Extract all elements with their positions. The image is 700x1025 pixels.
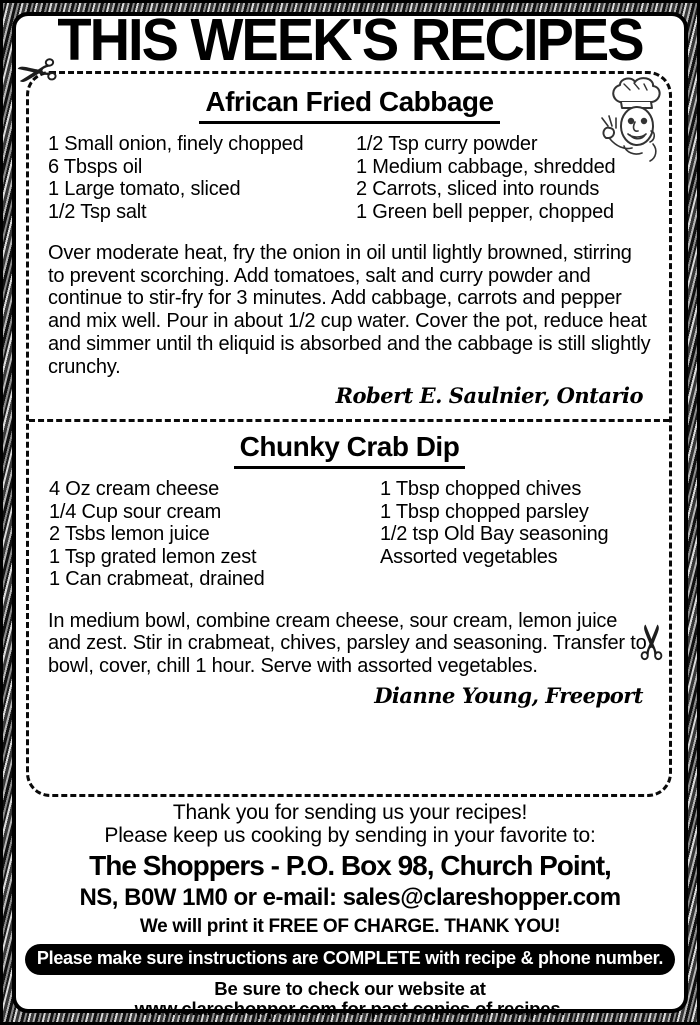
recipe-title-chunky-crab-dip <box>48 431 651 463</box>
ingredients-section <box>48 478 651 591</box>
recipe-attribution: Robert E. Saulnier, Ontario <box>335 383 643 409</box>
footer-website-line2: www.clareshopper.com for past copies of recipes. <box>134 998 566 1019</box>
recipe-title-text: Chunky Crab Dip <box>234 431 466 469</box>
ingredient-item: Assorted vegetables <box>380 545 558 568</box>
ingredient-item: 1 Tsp grated lemon zest <box>49 545 257 568</box>
ingredient-item: 1 Can crabmeat, drained <box>49 568 265 591</box>
ingredient-item: 1 Large tomato, sliced <box>48 178 241 200</box>
footer-notice-pill: Please make sure instructions are COMPLETE with recipe & phone number. <box>25 944 675 975</box>
ingredient-item: 1/4 Cup sour cream <box>49 500 222 523</box>
ingredient-item: 2 Tsbs lemon juice <box>49 523 210 546</box>
section-divider-dashed <box>29 419 669 422</box>
recipe-title-text: African Fried Cabbage <box>199 86 499 124</box>
chef-icon <box>596 76 668 166</box>
ingredient-item: 1 Tbsp chopped parsley <box>380 500 589 523</box>
footer-address-line2: NS, B0W 1M0 or e-mail: sales@clareshopper.com <box>79 884 621 911</box>
ingredient-item: 1/2 Tsp salt <box>48 200 147 223</box>
ingredient-item: 6 Tbsps oil <box>48 155 143 178</box>
recipe-title-african-fried-cabbage <box>48 86 651 118</box>
recipe-instructions: Over moderate heat, fry the onion in oil until lightly browned, stirring to prevent scorching. Add tomatoes, salt and curry powder and continue to stir-fry for 3 minutes. Add cabbage, carrots and pepper and mix well. Pour in about 1/2 cup water. Cover the pot, reduce heat and simmer until th eliquid is absorbed and the cabbage is still slightly crunchy. <box>48 242 651 378</box>
ingredient-item: 1 Tbsp chopped chives <box>380 478 582 501</box>
recipe-attribution: Dianne Young, Freeport <box>374 682 643 708</box>
ingredient-item: 1 Medium cabbage, shredded <box>356 155 616 178</box>
ingredients-column-right <box>380 478 651 591</box>
footer-thanks-line: Thank you for sending us your recipes! <box>172 801 528 824</box>
ingredients-column-left <box>48 133 356 223</box>
ingredient-item: 1 Small onion, finely chopped <box>48 133 304 155</box>
scissors-icon: ✂ <box>11 40 63 106</box>
footer-website-line1: Be sure to check our website at <box>214 978 486 999</box>
ingredient-item: 2 Carrots, sliced into rounds <box>356 178 600 200</box>
footer <box>16 801 684 1019</box>
footer-print-line: We will print it FREE OF CHARGE. THANK YOU! <box>139 916 561 937</box>
ingredients-column-left <box>49 478 380 591</box>
scissors-icon: ✂ <box>625 621 682 663</box>
ingredient-item: 1/2 tsp Old Bay seasoning <box>380 523 609 546</box>
recipe-instructions: In medium bowl, combine cream cheese, sour cream, lemon juice and zest. Stir in crabmeat, chives, parsley and seasoning. Transfer to bowl, cover, chill 1 hour. Serve with assorted vegetables. <box>48 609 647 678</box>
ingredient-item: 4 Oz cream cheese <box>49 478 220 501</box>
ingredient-item: 1 Green bell pepper, chopped <box>356 200 614 223</box>
ingredients-section <box>48 133 651 223</box>
footer-address-line1: The Shoppers - P.O. Box 98, Church Point, <box>89 850 611 881</box>
ingredient-item: 1/2 Tsp curry powder <box>356 133 538 155</box>
coupon-dashed-box <box>26 71 672 797</box>
page-title: THIS WEEK'S RECIPES <box>57 5 643 73</box>
footer-request-line: Please keep us cooking by sending in your favorite to: <box>104 824 596 847</box>
